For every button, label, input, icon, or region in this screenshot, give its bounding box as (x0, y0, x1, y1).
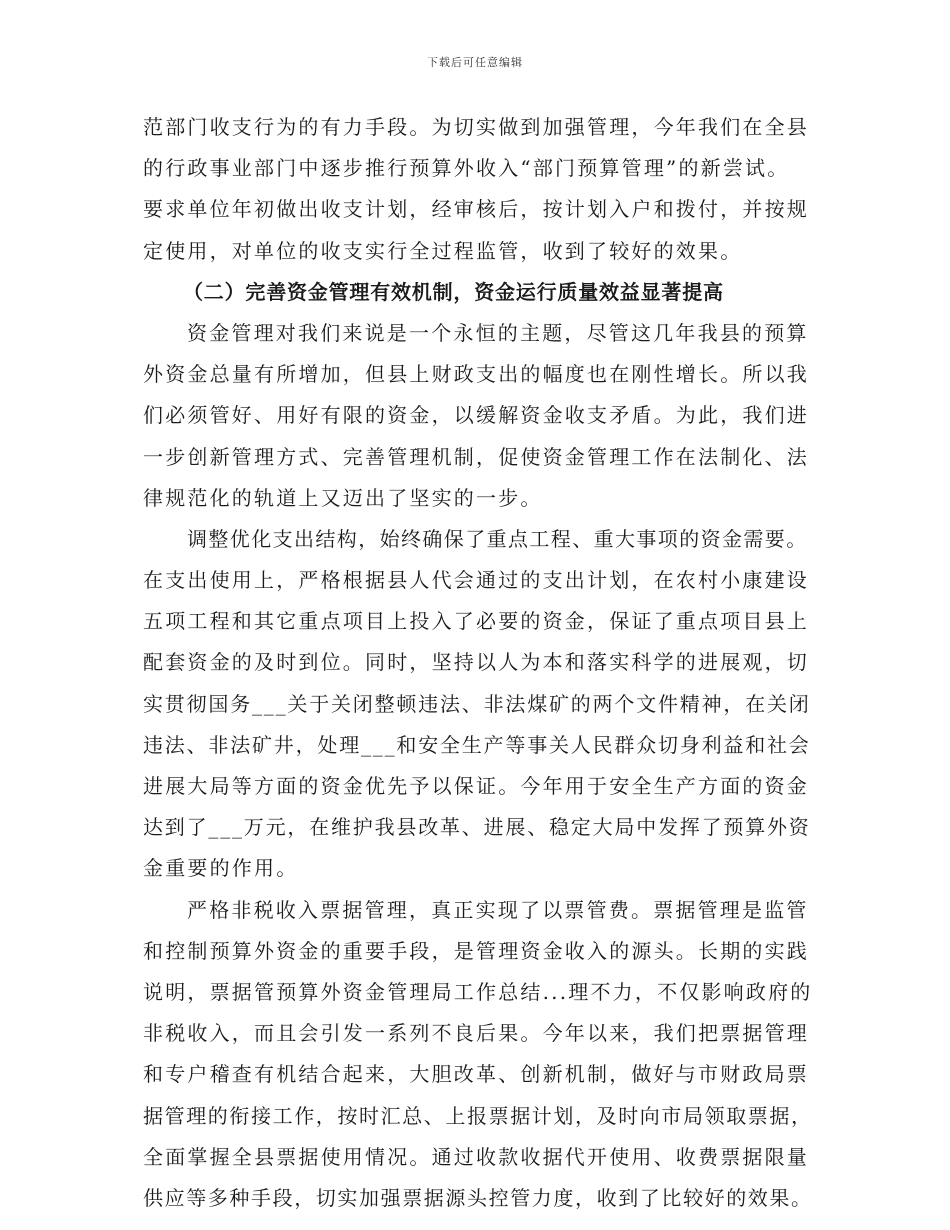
section-heading: （二）完善资金管理有效机制，资金运行质量效益显著提高 (183, 279, 724, 304)
text-line: 配套资金的及时到位。同时，坚持以人为本和落实科学的进展观，切 (143, 650, 809, 675)
text-line: 资金管理对我们来说是一个永恒的主题，尽管这几年我县的预算 (187, 320, 809, 345)
text-line: 和控制预算外资金的重要手段，是管理资金收入的源头。长期的实践 (143, 938, 809, 963)
text-line: 供应等多种手段，切实加强票据源头控管力度，收到了比较好的效果。 (143, 1185, 813, 1210)
text-line: 一步创新管理方式、完善管理机制，促使资金管理工作在法制化、法 (143, 444, 809, 469)
text-line: 外资金总量有所增加，但县上财政支出的幅度也在刚性增长。所以我 (143, 362, 809, 387)
text-line: 律规范化的轨道上又迈出了坚实的一步。 (143, 485, 543, 510)
text-line: 全面掌握全县票据使用情况。通过收款收据代开使用、收费票据限量 (143, 1144, 809, 1169)
text-line: 进展大局等方面的资金优先予以保证。今年用于安全生产方面的资金 (143, 774, 809, 798)
text-line: 据管理的衔接工作，按时汇总、上报票据计划，及时向市局领取票据， (143, 1103, 813, 1128)
text-line: 金重要的作用。 (143, 856, 299, 881)
text-line: 定使用，对单位的收支实行全过程监管，收到了较好的效果。 (143, 238, 743, 263)
text-line: 五项工程和其它重点项目上投入了必要的资金，保证了重点项目县上 (143, 609, 809, 634)
text-line: 要求单位年初做出收支计划，经审核后，按计划入户和拨付，并按规 (143, 197, 809, 222)
text-line: 和专户稽查有机结合起来，大胆改革、创新机制，做好与市财政局票 (143, 1062, 809, 1087)
text-line: 说明，票据管预算外资金管理局工作总结...理不力，不仅影响政府的 (143, 979, 813, 1004)
text-line: 范部门收支行为的有力手段。为切实做到加强管理，今年我们在全县 (143, 115, 809, 139)
text-line: 实贯彻国务___关于关闭整顿违法、非法煤矿的两个文件精神，在关闭 (143, 691, 811, 716)
document-body (143, 107, 813, 1219)
text-line: 达到了___万元，在维护我县改革、进展、稳定大局中发挥了预算外资 (143, 815, 811, 840)
text-line: 在支出使用上，严格根据县人代会通过的支出计划，在农村小康建设 (143, 568, 809, 593)
text-line: 严格非税收入票据管理，真正实现了以票管费。票据管理是监管 (187, 897, 809, 922)
text-line: 们必须管好、用好有限的资金，以缓解资金收支矛盾。为此，我们进 (143, 403, 809, 428)
header-note: 下载后可任意编辑 (427, 56, 523, 69)
text-line: 非税收入，而且会引发一系列不良后果。今年以来，我们把票据管理 (143, 1021, 809, 1046)
text-line: 的行政事业部门中逐步推行预算外收入“部门预算管理”的新尝试。 (143, 156, 790, 181)
text-line: 调整优化支出结构，始终确保了重点工程、重大事项的资金需要。 (187, 526, 808, 551)
text-line: 违法、非法矿井，处理___和安全生产等事关人民群众切身利益和社会 (143, 732, 811, 757)
